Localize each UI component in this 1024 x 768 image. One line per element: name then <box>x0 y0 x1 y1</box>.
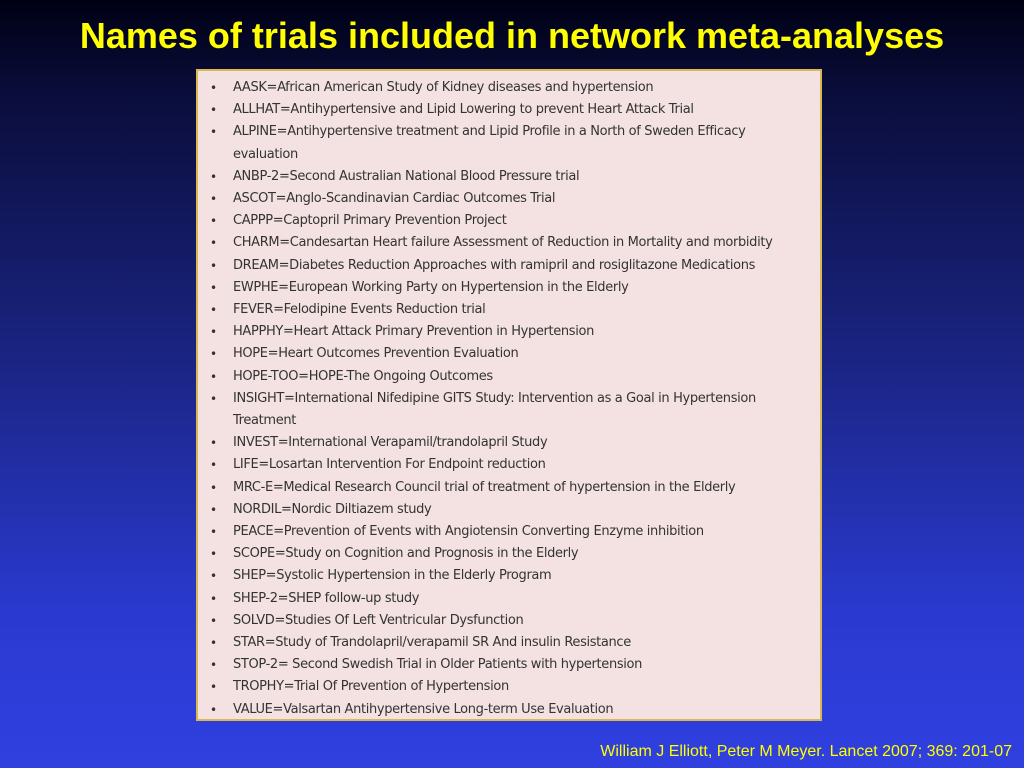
trial-name: SOLVD=Studies Of Left Ventricular Dysfunction <box>233 612 524 628</box>
list-item <box>206 343 812 365</box>
list-item <box>206 166 812 188</box>
list-item <box>206 366 812 388</box>
list-item <box>206 388 812 432</box>
list-item <box>206 255 812 277</box>
trial-name: ALPINE=Antihypertensive treatment and Lipid Profile in a North of Sweden Efficacy evaluation <box>233 124 746 162</box>
list-item <box>206 321 812 343</box>
list-item <box>206 676 812 698</box>
list-item <box>206 188 812 210</box>
bullet-icon: • <box>210 103 217 118</box>
trial-name: STAR=Study of Trandolapril/verapamil SR And insulin Resistance <box>233 635 631 651</box>
trial-name: SCOPE=Study on Cognition and Prognosis in the Elderly <box>233 546 579 562</box>
bullet-icon: • <box>210 569 217 584</box>
list-item <box>206 543 812 565</box>
trial-name: ASCOT=Anglo-Scandinavian Cardiac Outcomes Trial <box>233 191 556 207</box>
trial-name: SHEP=Systolic Hypertension in the Elderly Program <box>233 568 552 584</box>
trial-name: HOPE-TOO=HOPE-The Ongoing Outcomes <box>233 368 493 384</box>
bullet-icon: • <box>210 680 217 695</box>
list-item <box>206 232 812 254</box>
bullet-icon: • <box>210 125 217 140</box>
list-item <box>206 699 812 721</box>
trial-name: STOP-2= Second Swedish Trial in Older Patients with hypertension <box>233 657 643 673</box>
trial-name: CHARM=Candesartan Heart failure Assessment of Reduction in Mortality and morbidity <box>233 235 773 251</box>
list-item <box>206 499 812 521</box>
bullet-icon: • <box>210 258 217 273</box>
trial-names-box <box>196 69 822 721</box>
trial-name: ANBP-2=Second Australian National Blood Pressure trial <box>233 168 580 184</box>
bullet-icon: • <box>210 436 217 451</box>
trial-name: CAPPP=Captopril Primary Prevention Project <box>233 213 507 229</box>
bullet-icon: • <box>210 369 217 384</box>
trial-name: DREAM=Diabetes Reduction Approaches with ramipril and rosiglitazone Medications <box>233 257 756 273</box>
citation: William J Elliott, Peter M Meyer. Lancet 2007; 369: 201-07 <box>600 743 1012 760</box>
list-item <box>206 77 812 99</box>
bullet-icon: • <box>210 169 217 184</box>
trial-name: MRC-E=Medical Research Council trial of treatment of hypertension in the Elderly <box>233 479 736 495</box>
list-item <box>206 121 812 165</box>
trial-name: PEACE=Prevention of Events with Angiotensin Converting Enzyme inhibition <box>233 524 704 540</box>
trial-name: SHEP-2=SHEP follow-up study <box>233 590 420 606</box>
bullet-icon: • <box>210 236 217 251</box>
trial-name: FEVER=Felodipine Events Reduction trial <box>233 302 486 318</box>
bullet-icon: • <box>210 303 217 318</box>
bullet-icon: • <box>210 480 217 495</box>
bullet-icon: • <box>210 591 217 606</box>
bullet-icon: • <box>210 214 217 229</box>
bullet-icon: • <box>210 636 217 651</box>
bullet-icon: • <box>210 547 217 562</box>
list-item <box>206 565 812 587</box>
bullet-icon: • <box>210 458 217 473</box>
slide-title: Names of trials included in network meta-analyses <box>79 15 945 56</box>
list-item <box>206 432 812 454</box>
bullet-icon: • <box>210 391 217 406</box>
bullet-icon: • <box>210 702 217 717</box>
bullet-icon: • <box>210 325 217 340</box>
list-item <box>206 588 812 610</box>
bullet-icon: • <box>210 192 217 207</box>
bullet-icon: • <box>210 658 217 673</box>
list-item <box>206 277 812 299</box>
trial-name: VALUE=Valsartan Antihypertensive Long-term Use Evaluation <box>233 701 614 717</box>
bullet-icon: • <box>210 525 217 540</box>
list-item <box>206 654 812 676</box>
bullet-icon: • <box>210 502 217 517</box>
list-item <box>206 610 812 632</box>
list-item <box>206 299 812 321</box>
bullet-icon: • <box>210 280 217 295</box>
trial-name: ALLHAT=Antihypertensive and Lipid Lowering to prevent Heart Attack Trial <box>233 102 694 118</box>
trial-name: AASK=African American Study of Kidney diseases and hypertension <box>233 80 654 95</box>
bullet-icon: • <box>210 347 217 362</box>
list-item <box>206 521 812 543</box>
list-item <box>206 454 812 476</box>
bullet-icon: • <box>210 613 217 628</box>
list-item <box>206 99 812 121</box>
trial-name: HOPE=Heart Outcomes Prevention Evaluation <box>233 346 519 362</box>
trial-list <box>206 77 812 721</box>
list-item <box>206 477 812 499</box>
trial-name: TROPHY=Trial Of Prevention of Hypertension <box>233 679 509 695</box>
list-item <box>206 210 812 232</box>
trial-name: EWPHE=European Working Party on Hypertension in the Elderly <box>233 279 629 295</box>
trial-name: INVEST=International Verapamil/trandolapril Study <box>233 435 548 451</box>
trial-name: LIFE=Losartan Intervention For Endpoint reduction <box>233 457 546 473</box>
bullet-icon: • <box>210 81 217 95</box>
trial-name: NORDIL=Nordic Diltiazem study <box>233 501 432 517</box>
trial-name: INSIGHT=International Nifedipine GITS Study: Intervention as a Goal in Hypertension Treatment <box>233 390 756 429</box>
list-item <box>206 632 812 654</box>
trial-name: HAPPHY=Heart Attack Primary Prevention in Hypertension <box>233 324 594 340</box>
